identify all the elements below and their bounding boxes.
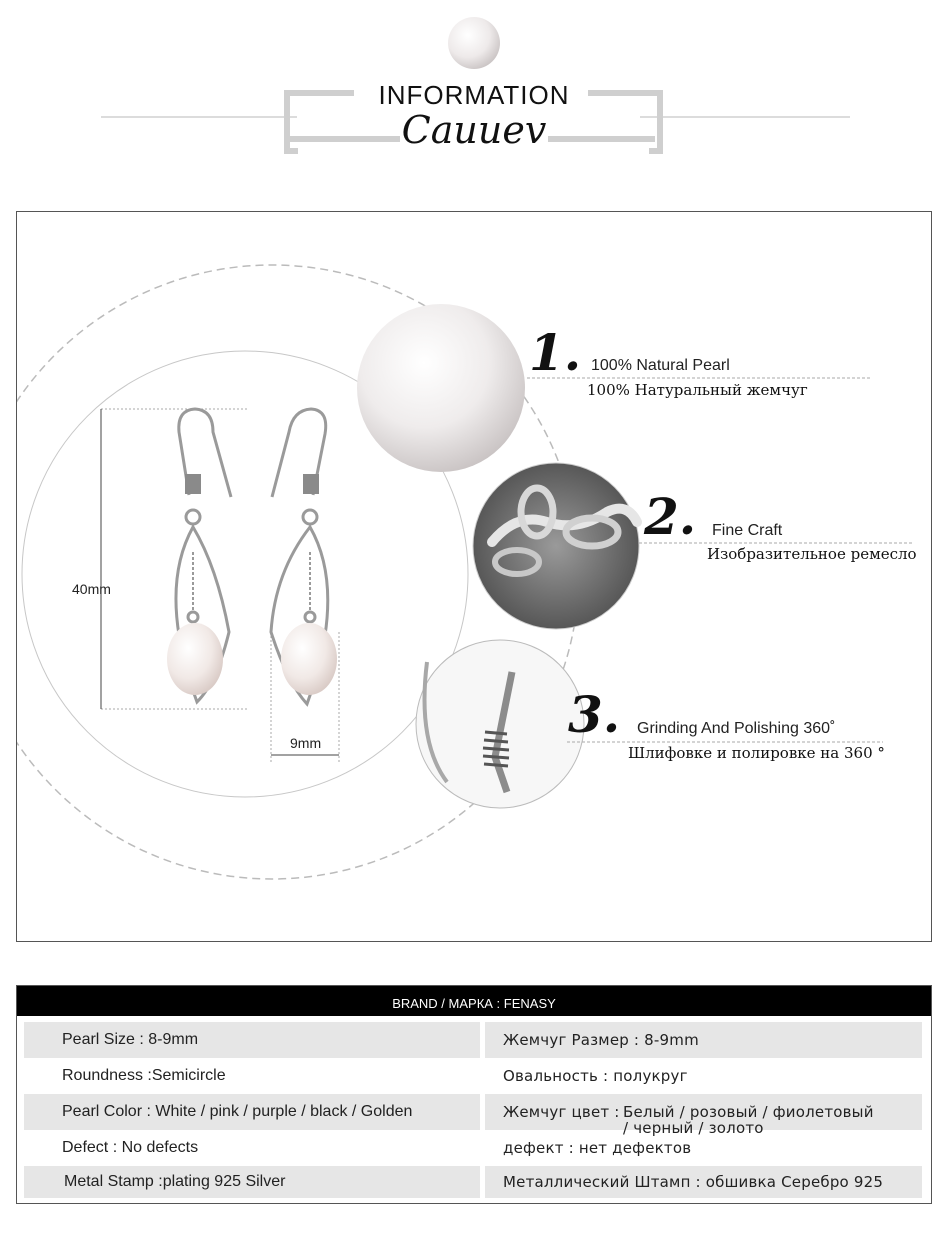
- product-panel: [16, 211, 932, 942]
- table-row: [17, 1022, 931, 1058]
- table-row: [17, 1094, 931, 1137]
- table-row: [17, 1058, 931, 1094]
- left-pearl: [167, 623, 223, 695]
- pearl-icon: [0, 0, 948, 80]
- header-line-left: [101, 116, 297, 118]
- spec-pearl-size-en: Pearl Size : 8-9mm: [62, 1031, 199, 1048]
- height-dimension-label: 40mm: [72, 581, 111, 597]
- spec-table: [16, 985, 932, 1204]
- spec-pearl-color-ru-line2: / черный / золото: [623, 1119, 764, 1137]
- feature-3-english: Grinding And Polishing 360˚: [637, 720, 836, 737]
- spec-defect-ru: дефект : нет дефектов: [503, 1139, 692, 1157]
- feature-2-russian: Изобразительное ремесло: [707, 545, 917, 563]
- header-script-title: Cauuev: [401, 108, 547, 152]
- feature-2-english: Fine Craft: [712, 522, 783, 539]
- fine-craft-image: [473, 463, 639, 629]
- natural-pearl-image: [357, 304, 525, 472]
- header-title: INFORMATION: [378, 80, 570, 110]
- table-row: [17, 1166, 931, 1198]
- feature-3-russian: Шлифовке и полировке на 360 °: [628, 744, 885, 762]
- spec-defect-en: Defect : No defects: [62, 1139, 199, 1156]
- product-illustration: [17, 212, 931, 941]
- header-frame-right: [649, 90, 663, 154]
- spec-pearl-color-en: Pearl Color : White / pink / purple / black / Golden: [62, 1103, 413, 1120]
- feature-1-number: 1.: [529, 323, 582, 382]
- header-frame-left: [284, 90, 298, 154]
- feature-3-number: 3.: [568, 685, 621, 744]
- spec-pearl-color-ru-line1: Белый / розовый / фиолетовый: [623, 1103, 874, 1121]
- brand-header: BRAND / МАРКА : FENASY: [17, 986, 931, 1016]
- feature-2-number: 2.: [644, 487, 697, 546]
- feature-1-russian: 100% Натуральный жемчуг: [587, 381, 808, 399]
- spec-roundness-ru: Овальность : полукруг: [503, 1067, 688, 1085]
- header-line-right: [640, 116, 850, 118]
- spec-pearl-size-ru: Жемчуг Размер : 8-9mm: [503, 1031, 699, 1049]
- header: [0, 0, 948, 170]
- right-pearl: [281, 623, 337, 695]
- spec-metal-stamp-ru: Металлический Штамп : обшивка Серебро 925: [503, 1173, 884, 1191]
- spec-pearl-color-ru-label: Жемчуг цвет :: [503, 1103, 620, 1121]
- spec-metal-stamp-en: Metal Stamp :plating 925 Silver: [64, 1173, 286, 1190]
- feature-1-english: 100% Natural Pearl: [591, 357, 730, 374]
- width-dimension-label: 9mm: [290, 735, 322, 751]
- spec-roundness-en: Roundness :Semicircle: [62, 1067, 226, 1084]
- table-row: [17, 1130, 931, 1166]
- polishing-image: [416, 640, 584, 808]
